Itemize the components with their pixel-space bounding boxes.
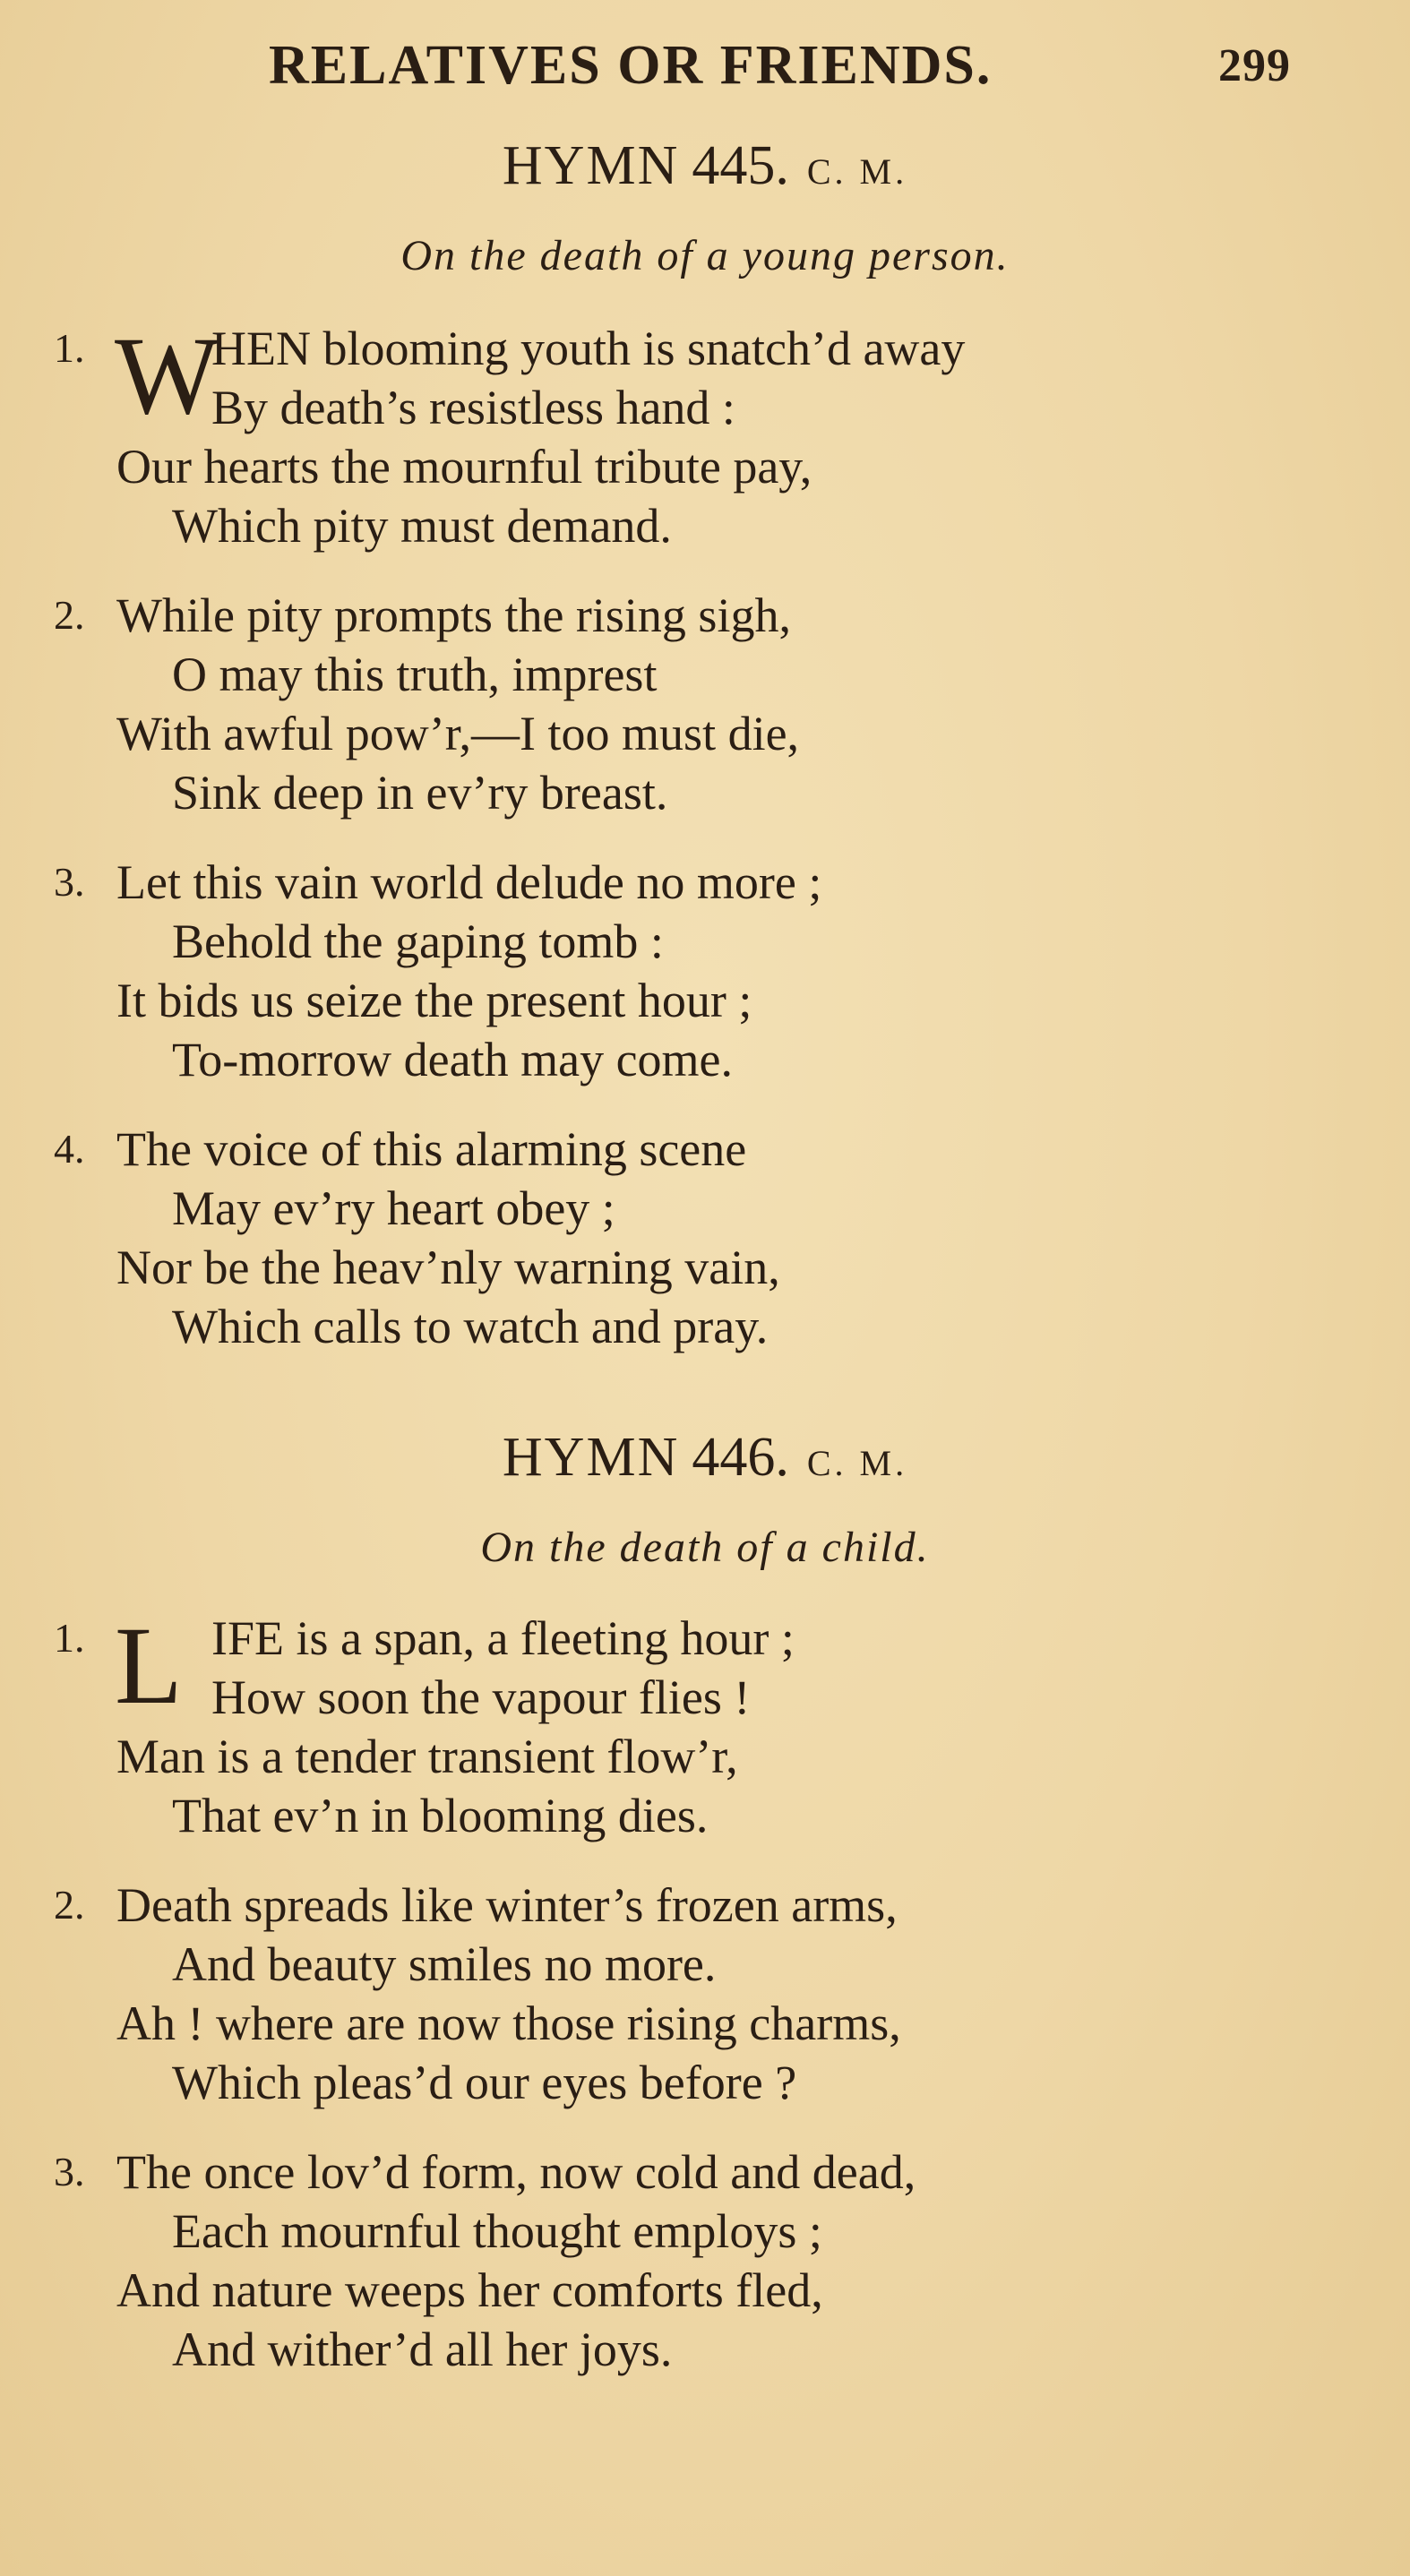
verse-line-text: Which pleas’d our eyes before ? xyxy=(172,2056,797,2109)
verse-line-text: Man is a tender transient flow’r, xyxy=(116,1730,738,1783)
verse-line xyxy=(54,2142,1326,2202)
verse-line xyxy=(54,971,1326,1030)
verse-line xyxy=(54,1179,1326,1238)
verse-line-text: Our hearts the mournful tribute pay, xyxy=(116,440,812,494)
verse-line xyxy=(54,1297,1326,1356)
verse-line xyxy=(54,2261,1326,2320)
verse-line-text: With awful pow’r,—I too must die, xyxy=(116,707,800,760)
verse-line xyxy=(54,1876,1326,1935)
verse-line xyxy=(54,1727,1326,1786)
verse-line-text: To-morrow death may come. xyxy=(172,1033,734,1086)
verse-line xyxy=(54,437,1326,496)
hymn-445-stanza-1 xyxy=(54,314,1326,555)
verse-line-text: O may this truth, imprest xyxy=(172,648,658,701)
verse-line xyxy=(54,1030,1326,1089)
verse-line-text: While pity prompts the rising sigh, xyxy=(116,588,791,642)
verse-line-text: Death spreads like winter’s frozen arms, xyxy=(116,1878,898,1932)
verse-line xyxy=(54,1786,1326,1845)
hymn-446-heading xyxy=(0,1426,1410,1490)
running-title: RELATIVES OR FRIENDS. xyxy=(269,35,993,96)
verse-line-text: It bids us seize the present hour ; xyxy=(116,974,752,1027)
verse-line-text: IFE is a span, a fleeting hour ; xyxy=(211,1611,795,1665)
verse-line xyxy=(54,912,1326,971)
verse-line-text: How soon the vapour flies ! xyxy=(211,1670,751,1724)
verse-line-text: And wither’d all her joys. xyxy=(172,2323,673,2376)
hymn-446-stanza-3 xyxy=(54,2142,1326,2379)
hymn-number: 446. xyxy=(692,1427,789,1488)
verse-line-text: Let this vain world delude no more ; xyxy=(116,855,822,909)
verse-line xyxy=(54,704,1326,763)
drop-cap: W xyxy=(115,314,220,437)
verse-line xyxy=(54,2053,1326,2112)
verse-line xyxy=(54,378,1326,437)
verse-line-text: Which calls to watch and pray. xyxy=(172,1300,769,1353)
hymn-445-heading xyxy=(0,134,1410,198)
verse-line xyxy=(54,645,1326,704)
verse-line-text: Sink deep in ev’ry breast. xyxy=(172,766,668,820)
verse-line-text: Nor be the heav’nly warning vain, xyxy=(116,1241,780,1294)
hymn-number: 445. xyxy=(692,135,789,196)
hymn-446-subtitle: On the death of a child. xyxy=(480,1524,930,1571)
verse-line xyxy=(54,1935,1326,1994)
verse-line xyxy=(54,1668,1326,1727)
verse-line-text: By death’s resistless hand : xyxy=(211,381,735,434)
stanza-number: 3. xyxy=(54,2149,85,2194)
verse-line-text: Which pity must demand. xyxy=(172,499,672,553)
hymn-445-stanza-4 xyxy=(54,1120,1326,1356)
hymn-446-stanza-1 xyxy=(54,1604,1326,1845)
verse-line-text: Ah ! where are now those rising charms, xyxy=(116,1996,901,2050)
hymn-meter: C. M. xyxy=(806,151,908,192)
drop-cap: L xyxy=(115,1604,183,1727)
hymn-445-stanza-2 xyxy=(54,586,1326,822)
hymn-445-stanza-3 xyxy=(54,853,1326,1089)
verse-line xyxy=(54,1994,1326,2053)
stanza-number: 3. xyxy=(54,859,85,905)
hymn-445-subtitle: On the death of a young person. xyxy=(400,232,1010,279)
verse-line-text: May ev’ry heart obey ; xyxy=(172,1181,615,1235)
verse-line xyxy=(54,2320,1326,2379)
hymn-meter: C. M. xyxy=(806,1443,908,1483)
verse-line-text: HEN blooming youth is snatch’d away xyxy=(211,322,966,375)
verse-line-text: That ev’n in blooming dies. xyxy=(172,1789,709,1842)
stanza-number: 1. xyxy=(54,325,85,371)
stanza-number: 2. xyxy=(54,1882,85,1928)
verse-line xyxy=(54,763,1326,822)
stanza-number: 2. xyxy=(54,592,85,638)
stanza-number: 4. xyxy=(54,1126,85,1172)
verse-line-text: The voice of this alarming scene xyxy=(116,1122,747,1176)
page-number: 299 xyxy=(1218,40,1291,91)
verse-line-text: Each mournful thought employs ; xyxy=(172,2204,822,2258)
page-header xyxy=(0,34,1410,97)
verse-line xyxy=(54,2202,1326,2261)
verse-line xyxy=(54,853,1326,912)
verse-line xyxy=(54,1238,1326,1297)
stanza-number: 1. xyxy=(54,1615,85,1661)
verse-line xyxy=(54,586,1326,645)
verse-line-text: And nature weeps her comforts fled, xyxy=(116,2263,823,2317)
hymn-label: HYMN xyxy=(502,135,680,196)
hymn-label: HYMN xyxy=(502,1427,680,1488)
verse-line xyxy=(54,496,1326,555)
verse-line xyxy=(54,1120,1326,1179)
verse-line-text: The once lov’d form, now cold and dead, xyxy=(116,2145,916,2199)
verse-line-text: And beauty smiles no more. xyxy=(172,1937,717,1991)
hymn-446-stanza-2 xyxy=(54,1876,1326,2112)
verse-line-text: Behold the gaping tomb : xyxy=(172,914,664,968)
